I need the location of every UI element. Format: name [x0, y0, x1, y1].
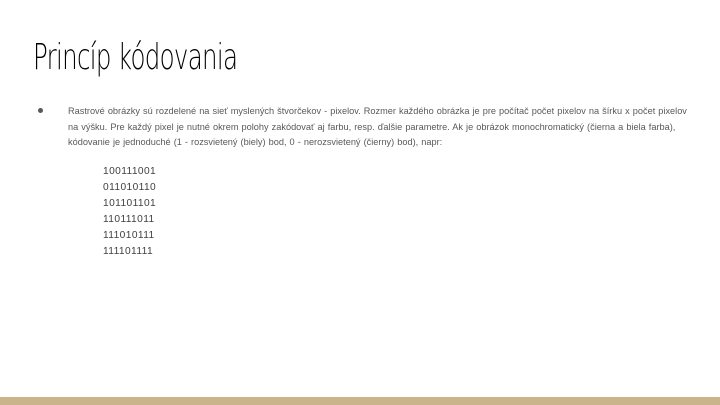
code-line: 100111001 — [103, 166, 157, 177]
code-line: 110111011 — [103, 214, 155, 225]
code-line: 111101111 — [103, 246, 154, 257]
slide-title: Princíp kódovania — [33, 37, 238, 78]
code-line: 111010111 — [103, 230, 155, 241]
binary-code-block — [103, 164, 156, 260]
code-line: 011010110 — [103, 182, 157, 193]
bullet-dot-icon — [38, 108, 43, 113]
code-line: 101101101 — [103, 198, 157, 209]
bottom-accent-bar — [0, 397, 720, 405]
bullet-text: Rastrové obrázky sú rozdelené na sieť myslených štvorčekov - pixelov. Rozmer každého obrázka je pre počítač počet pixelov na šírku x počet pixelov na výšku. Pre každý pixel je nutné okrem polohy zakódovať aj farbu, resp. ďalšie parametre. Ak je obrázok monochromatický (čierna a biela farba), kódovanie je jednoduché (1 - rozsvietený (biely) bod, 0 - nerozsvietený (čierny) bod), napr: — [68, 106, 687, 147]
